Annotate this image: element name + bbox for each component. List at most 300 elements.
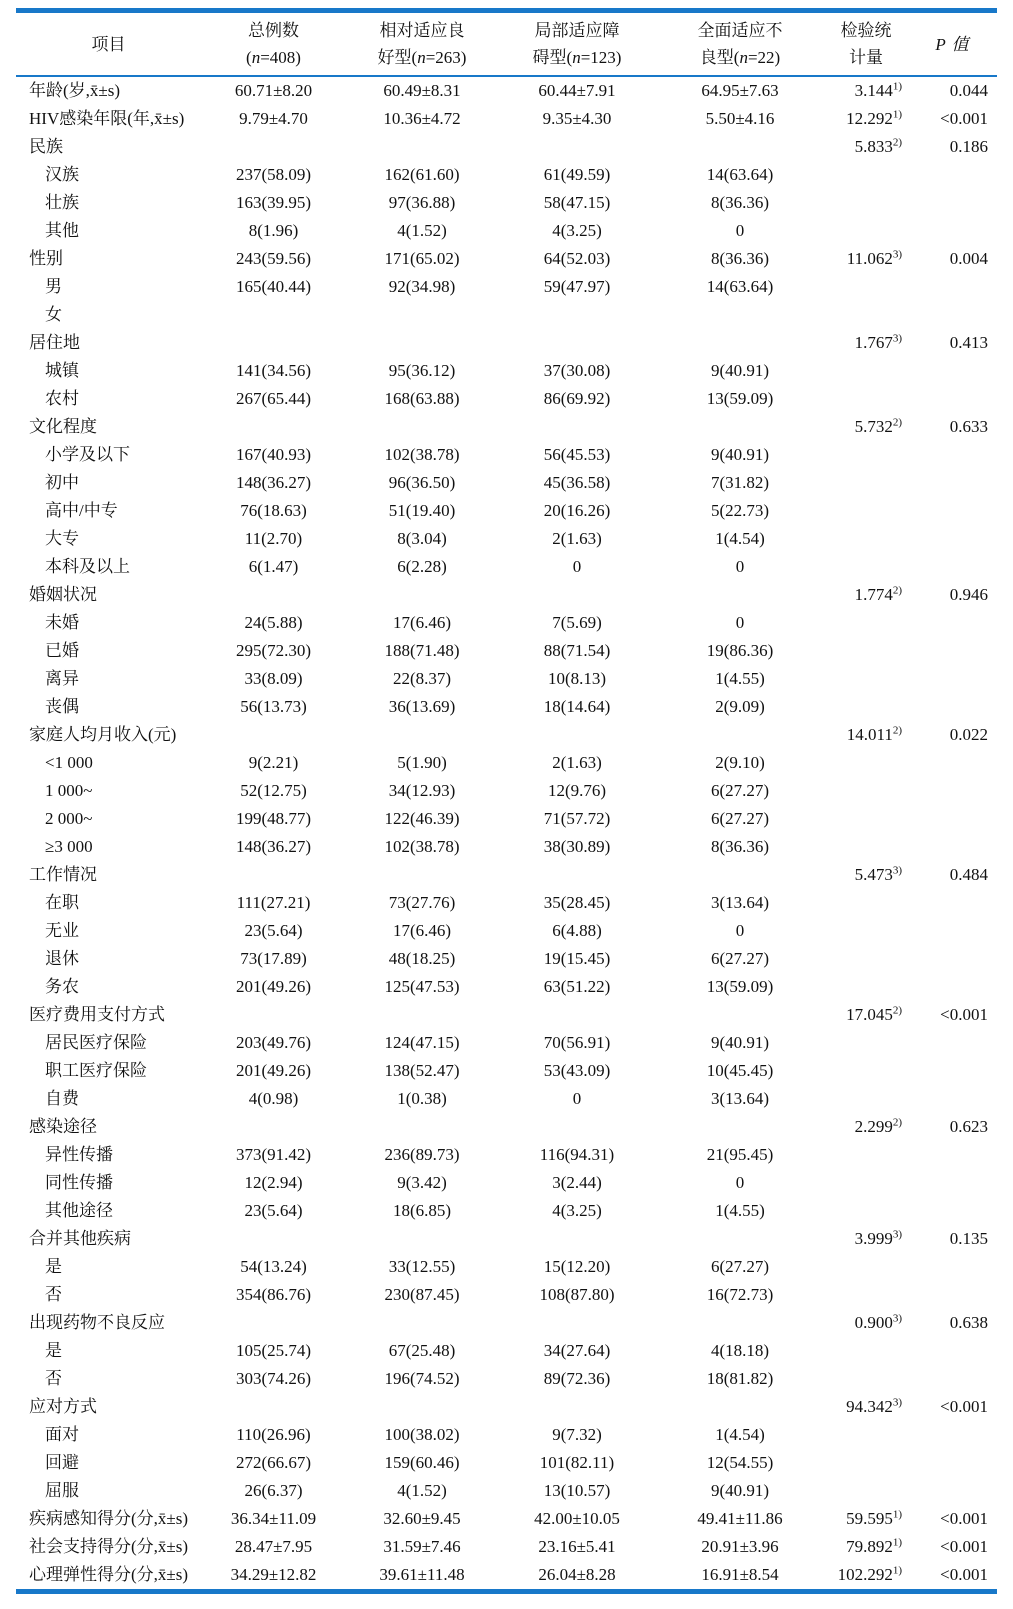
- cell-total: 148(36.27): [235, 473, 312, 492]
- cell-good-adaptation: 5(1.90): [397, 753, 447, 772]
- row-label: 居民医疗保险: [45, 1033, 147, 1052]
- cell-good-adaptation: [346, 1225, 498, 1253]
- cell-total: 52(12.75): [240, 781, 307, 800]
- row-label: 农村: [45, 389, 79, 408]
- table-row: [16, 217, 997, 245]
- cell-partial-disorder: [498, 1001, 656, 1029]
- column-header-poor-line2: [656, 44, 824, 71]
- table-row: [16, 917, 997, 945]
- cell-partial-disorder: 4(3.25): [552, 221, 602, 240]
- cell-poor-adaptation: 0: [735, 221, 745, 240]
- cell-good-adaptation: 17(6.46): [392, 613, 452, 632]
- table-row: [16, 385, 997, 413]
- row-label: 丧偶: [45, 697, 79, 716]
- row-label: 其他途径: [45, 1201, 113, 1220]
- cell-total: [201, 1309, 346, 1337]
- cell-total: [201, 413, 346, 441]
- cell-good-adaptation: 125(47.53): [384, 977, 460, 996]
- cell-good-adaptation: [346, 301, 498, 329]
- cell-poor-adaptation: 6(27.27): [710, 1257, 770, 1276]
- cell-p-value: [908, 805, 997, 833]
- cell-total: 4(0.98): [248, 1089, 299, 1108]
- cell-poor-adaptation: 10(45.45): [706, 1061, 774, 1080]
- table-row: [16, 245, 997, 273]
- p-symbol: P: [935, 34, 947, 54]
- column-header-total: [201, 13, 346, 76]
- cell-total: 148(36.27): [235, 837, 312, 856]
- column-header-good-line2: [346, 44, 498, 71]
- cell-p-value: 0.135: [949, 1229, 988, 1248]
- statistic-value: 3.144: [854, 81, 893, 100]
- table-row: [16, 805, 997, 833]
- table-row: [16, 1393, 997, 1421]
- cell-statistic: [824, 133, 908, 161]
- cell-statistic: [824, 1309, 908, 1337]
- cell-good-adaptation: 39.61±11.48: [379, 1565, 465, 1584]
- cell-statistic: [824, 693, 908, 721]
- statistic-value: 11.062: [846, 249, 893, 268]
- cell-total: 28.47±7.95: [234, 1537, 313, 1556]
- cell-statistic: [824, 497, 908, 525]
- cell-partial-disorder: 3(2.44): [552, 1173, 602, 1192]
- cell-p-value: [908, 1365, 997, 1393]
- cell-statistic: [824, 1393, 908, 1421]
- cell-total: 56(13.73): [240, 697, 307, 716]
- row-label: 文化程度: [29, 417, 97, 436]
- table-row: [16, 441, 997, 469]
- cell-statistic: [824, 1225, 908, 1253]
- table-row: [16, 1029, 997, 1057]
- cell-total: 12(2.94): [244, 1173, 303, 1192]
- cell-poor-adaptation: 0: [735, 613, 745, 632]
- cell-total: [201, 581, 346, 609]
- cell-partial-disorder: 26.04±8.28: [538, 1565, 616, 1584]
- cell-total: 199(48.77): [235, 809, 312, 828]
- cell-statistic: [824, 1337, 908, 1365]
- cell-poor-adaptation: 6(27.27): [710, 809, 770, 828]
- cell-partial-disorder: 61(49.59): [543, 165, 611, 184]
- cell-p-value: [908, 189, 997, 217]
- cell-total: 9(2.21): [248, 753, 299, 772]
- row-label: 自费: [45, 1089, 79, 1108]
- table-row: [16, 1141, 997, 1169]
- cell-partial-disorder: 70(56.91): [543, 1033, 611, 1052]
- cell-good-adaptation: 10.36±4.72: [383, 109, 461, 128]
- cell-statistic: [824, 973, 908, 1001]
- row-label: 职工医疗保险: [45, 1061, 147, 1080]
- row-label: 应对方式: [29, 1397, 97, 1416]
- statistic-value: 3.999: [854, 1229, 893, 1248]
- table-row: [16, 1085, 997, 1113]
- cell-partial-disorder: 53(43.09): [543, 1061, 611, 1080]
- column-header-partial-line2: [498, 44, 656, 71]
- cell-poor-adaptation: 14(63.64): [706, 165, 774, 184]
- statistic-footnote-mark: 1): [892, 1536, 902, 1549]
- statistic-footnote-mark: 3): [892, 248, 902, 261]
- cell-partial-disorder: 2(1.63): [552, 753, 602, 772]
- cell-poor-adaptation: 1(4.55): [715, 669, 765, 688]
- statistic-footnote-mark: 2): [892, 416, 902, 429]
- cell-statistic: [824, 1505, 908, 1533]
- table-row: [16, 693, 997, 721]
- cell-good-adaptation: [346, 1113, 498, 1141]
- row-label: 婚姻状况: [29, 585, 97, 604]
- cell-statistic: [824, 749, 908, 777]
- cell-good-adaptation: 4(1.52): [397, 1481, 447, 1500]
- cell-poor-adaptation: 2(9.10): [715, 753, 765, 772]
- cell-p-value: [908, 497, 997, 525]
- cell-good-adaptation: 102(38.78): [384, 837, 460, 856]
- cell-poor-adaptation: 49.41±11.86: [697, 1509, 783, 1528]
- statistic-footnote-mark: 1): [892, 1564, 902, 1577]
- cell-p-value: <0.001: [940, 1397, 988, 1416]
- cell-p-value: <0.001: [940, 1005, 988, 1024]
- header-n-value: =123): [580, 48, 622, 67]
- statistic-value: 5.473: [854, 865, 893, 884]
- cell-p-value: 0.946: [949, 585, 988, 604]
- table-container: [16, 8, 997, 1594]
- cell-total: 163(39.95): [235, 193, 312, 212]
- cell-good-adaptation: 92(34.98): [388, 277, 456, 296]
- cell-p-value: [908, 945, 997, 973]
- row-label: 面对: [45, 1425, 79, 1444]
- cell-partial-disorder: 34(27.64): [543, 1341, 611, 1360]
- cell-p-value: [908, 609, 997, 637]
- statistic-value: 59.595: [846, 1509, 893, 1528]
- cell-good-adaptation: 32.60±9.45: [383, 1509, 461, 1528]
- table-row: [16, 1365, 997, 1393]
- statistic-value: 102.292: [837, 1565, 893, 1584]
- cell-partial-disorder: 35(28.45): [543, 893, 611, 912]
- cell-statistic: [824, 1253, 908, 1281]
- row-label: 性别: [29, 249, 63, 268]
- cell-total: 110(26.96): [236, 1425, 311, 1444]
- column-header-partial-line1: 局部适应障: [534, 21, 620, 40]
- cell-partial-disorder: 6(4.88): [552, 921, 602, 940]
- cell-total: 24(5.88): [244, 613, 303, 632]
- cell-p-value: [908, 1421, 997, 1449]
- cell-poor-adaptation: 4(18.18): [710, 1341, 770, 1360]
- cell-good-adaptation: 162(61.60): [384, 165, 460, 184]
- cell-poor-adaptation: 18(81.82): [706, 1369, 774, 1388]
- cell-good-adaptation: 73(27.76): [388, 893, 456, 912]
- cell-total: [201, 133, 346, 161]
- cell-partial-disorder: [498, 301, 656, 329]
- statistic-footnote-mark: 3): [892, 332, 902, 345]
- row-label: 未婚: [45, 613, 79, 632]
- row-label: 小学及以下: [45, 445, 130, 464]
- cell-p-value: [908, 889, 997, 917]
- cell-p-value: 0.484: [949, 865, 988, 884]
- cell-poor-adaptation: 8(36.36): [710, 837, 770, 856]
- cell-total: [201, 1225, 346, 1253]
- cell-good-adaptation: [346, 581, 498, 609]
- cell-statistic: [824, 1197, 908, 1225]
- statistic-footnote-mark: 2): [892, 584, 902, 597]
- cell-total: 267(65.44): [235, 389, 312, 408]
- cell-poor-adaptation: 0: [735, 921, 745, 940]
- cell-total: 73(17.89): [240, 949, 307, 968]
- cell-total: 76(18.63): [240, 501, 307, 520]
- table-row: [16, 553, 997, 581]
- cell-poor-adaptation: [656, 1309, 824, 1337]
- cell-statistic: [824, 833, 908, 861]
- cell-p-value: [908, 161, 997, 189]
- cell-total: 141(34.56): [235, 361, 312, 380]
- table-row: [16, 413, 997, 441]
- cell-total: 272(66.67): [235, 1453, 312, 1472]
- cell-poor-adaptation: [656, 1113, 824, 1141]
- cell-partial-disorder: 71(57.72): [543, 809, 611, 828]
- cell-good-adaptation: 18(6.85): [392, 1201, 452, 1220]
- cell-partial-disorder: 37(30.08): [543, 361, 611, 380]
- cell-partial-disorder: 86(69.92): [543, 389, 611, 408]
- cell-statistic: [824, 525, 908, 553]
- cell-poor-adaptation: 8(36.36): [710, 249, 770, 268]
- cell-p-value: <0.001: [940, 1509, 988, 1528]
- cell-total: [201, 1001, 346, 1029]
- cell-good-adaptation: 51(19.40): [388, 501, 456, 520]
- cell-poor-adaptation: 6(27.27): [710, 781, 770, 800]
- cell-p-value: 0.022: [949, 725, 988, 744]
- cell-statistic: [824, 105, 908, 133]
- cell-poor-adaptation: 0: [735, 557, 745, 576]
- statistics-table: [16, 13, 997, 1589]
- cell-partial-disorder: 18(14.64): [543, 697, 611, 716]
- header-paren: 良型(: [699, 48, 740, 67]
- cell-poor-adaptation: 9(40.91): [710, 445, 770, 464]
- row-label: 务农: [45, 977, 79, 996]
- cell-p-value: [908, 1085, 997, 1113]
- cell-p-value: <0.001: [940, 1565, 988, 1584]
- table-row: [16, 469, 997, 497]
- cell-poor-adaptation: 5(22.73): [710, 501, 770, 520]
- cell-poor-adaptation: 13(59.09): [706, 977, 774, 996]
- statistic-value: 17.045: [846, 1005, 893, 1024]
- table-row: [16, 1477, 997, 1505]
- table-row: [16, 76, 997, 105]
- cell-partial-disorder: 7(5.69): [552, 613, 602, 632]
- cell-total: 60.71±8.20: [234, 81, 313, 100]
- table-row: [16, 581, 997, 609]
- cell-p-value: [908, 917, 997, 945]
- statistic-footnote-mark: 2): [892, 724, 902, 737]
- table-row: [16, 1113, 997, 1141]
- statistic-footnote-mark: 2): [892, 136, 902, 149]
- cell-partial-disorder: 108(87.80): [539, 1285, 615, 1304]
- n-symbol: n: [739, 48, 748, 67]
- p-label-text: 值: [946, 34, 970, 54]
- cell-good-adaptation: 168(63.88): [384, 389, 460, 408]
- cell-p-value: 0.044: [949, 81, 988, 100]
- column-header-statistic: [824, 13, 908, 76]
- row-label: HIV感染年限(年,x̄±s): [29, 109, 185, 128]
- cell-total: 6(1.47): [248, 557, 299, 576]
- row-label: 是: [45, 1257, 62, 1276]
- cell-total: 23(5.64): [244, 921, 303, 940]
- cell-p-value: [908, 1029, 997, 1057]
- cell-poor-adaptation: 1(4.55): [715, 1201, 765, 1220]
- cell-total: 54(13.24): [240, 1257, 307, 1276]
- row-label: 男: [45, 277, 62, 296]
- cell-statistic: [824, 1421, 908, 1449]
- statistic-value: 79.892: [846, 1537, 893, 1556]
- cell-poor-adaptation: 3(13.64): [710, 1089, 770, 1108]
- table-row: [16, 525, 997, 553]
- cell-total: 26(6.37): [244, 1481, 303, 1500]
- cell-total: 165(40.44): [235, 277, 312, 296]
- cell-total: 11(2.70): [244, 529, 303, 548]
- statistic-footnote-mark: 2): [892, 1004, 902, 1017]
- cell-poor-adaptation: [656, 721, 824, 749]
- cell-statistic: [824, 553, 908, 581]
- cell-statistic: [824, 161, 908, 189]
- cell-statistic: [824, 1113, 908, 1141]
- cell-total: 373(91.42): [235, 1145, 312, 1164]
- cell-good-adaptation: 171(65.02): [384, 249, 460, 268]
- table-row: [16, 861, 997, 889]
- cell-good-adaptation: 48(18.25): [388, 949, 456, 968]
- cell-good-adaptation: [346, 413, 498, 441]
- cell-p-value: [908, 1477, 997, 1505]
- row-label: <1 000: [45, 753, 93, 772]
- cell-partial-disorder: 19(15.45): [543, 949, 611, 968]
- cell-poor-adaptation: 0: [735, 1173, 745, 1192]
- cell-statistic: [824, 917, 908, 945]
- header-n-value: =263): [425, 48, 467, 67]
- cell-poor-adaptation: 14(63.64): [706, 277, 774, 296]
- statistic-footnote-mark: 3): [892, 1312, 902, 1325]
- cell-statistic: [824, 805, 908, 833]
- cell-total: 111(27.21): [236, 893, 311, 912]
- cell-good-adaptation: 97(36.88): [388, 193, 456, 212]
- cell-poor-adaptation: 2(9.09): [715, 697, 765, 716]
- cell-statistic: [824, 1085, 908, 1113]
- cell-statistic: [824, 273, 908, 301]
- statistic-footnote-mark: 3): [892, 1396, 902, 1409]
- cell-good-adaptation: 230(87.45): [384, 1285, 460, 1304]
- cell-statistic: [824, 861, 908, 889]
- table-row: [16, 161, 997, 189]
- cell-statistic: [824, 1477, 908, 1505]
- table-row: [16, 833, 997, 861]
- cell-poor-adaptation: 6(27.27): [710, 949, 770, 968]
- column-header-statistic-line2: 计量: [849, 48, 883, 67]
- cell-poor-adaptation: 1(4.54): [715, 1425, 765, 1444]
- cell-poor-adaptation: 9(40.91): [710, 1481, 770, 1500]
- row-label: 高中/中专: [45, 501, 118, 520]
- table-row: [16, 1309, 997, 1337]
- cell-p-value: [908, 1337, 997, 1365]
- cell-total: [201, 329, 346, 357]
- table-row: [16, 945, 997, 973]
- cell-partial-disorder: 59(47.97): [543, 277, 611, 296]
- n-symbol: n: [251, 48, 261, 67]
- cell-good-adaptation: 34(12.93): [388, 781, 456, 800]
- statistic-value: 1.774: [854, 585, 893, 604]
- header-n-value: =408): [260, 48, 301, 67]
- cell-statistic: [824, 301, 908, 329]
- cell-good-adaptation: [346, 329, 498, 357]
- cell-partial-disorder: [498, 1225, 656, 1253]
- row-label: ≥3 000: [45, 837, 93, 856]
- cell-good-adaptation: 138(52.47): [384, 1061, 460, 1080]
- table-header-row: [16, 13, 997, 76]
- cell-statistic: [824, 1141, 908, 1169]
- cell-good-adaptation: [346, 1393, 498, 1421]
- cell-statistic: [824, 441, 908, 469]
- statistic-footnote-mark: 2): [892, 1116, 902, 1129]
- cell-poor-adaptation: 16(72.73): [706, 1285, 774, 1304]
- cell-partial-disorder: 4(3.25): [552, 1201, 602, 1220]
- cell-good-adaptation: 6(2.28): [397, 557, 447, 576]
- cell-poor-adaptation: [656, 301, 824, 329]
- cell-p-value: 0.004: [949, 249, 988, 268]
- cell-p-value: <0.001: [940, 109, 988, 128]
- cell-poor-adaptation: [656, 329, 824, 357]
- cell-p-value: <0.001: [940, 1537, 988, 1556]
- cell-p-value: [908, 1057, 997, 1085]
- cell-good-adaptation: 8(3.04): [397, 529, 447, 548]
- cell-total: [201, 1113, 346, 1141]
- cell-good-adaptation: 22(8.37): [392, 669, 452, 688]
- n-symbol: n: [572, 48, 581, 67]
- table-row: [16, 637, 997, 665]
- cell-statistic: [824, 385, 908, 413]
- cell-p-value: 0.186: [949, 137, 988, 156]
- table-row: [16, 301, 997, 329]
- cell-partial-disorder: 88(71.54): [543, 641, 611, 660]
- cell-good-adaptation: 188(71.48): [384, 641, 460, 660]
- cell-good-adaptation: [346, 133, 498, 161]
- cell-statistic: [824, 469, 908, 497]
- row-label: 无业: [45, 921, 79, 940]
- row-label: 壮族: [45, 193, 79, 212]
- cell-total: 167(40.93): [235, 445, 312, 464]
- row-label: 否: [45, 1285, 62, 1304]
- row-label: 大专: [45, 529, 79, 548]
- row-label: 医疗费用支付方式: [29, 1005, 165, 1024]
- cell-statistic: [824, 1001, 908, 1029]
- cell-good-adaptation: 95(36.12): [388, 361, 456, 380]
- cell-total: 23(5.64): [244, 1201, 303, 1220]
- cell-total: 303(74.26): [235, 1369, 312, 1388]
- cell-total: 237(58.09): [235, 165, 312, 184]
- cell-p-value: [908, 1449, 997, 1477]
- cell-partial-disorder: 13(10.57): [543, 1481, 611, 1500]
- cell-p-value: [908, 217, 997, 245]
- cell-total: 243(59.56): [235, 249, 312, 268]
- row-label: 是: [45, 1341, 62, 1360]
- table-row: [16, 1449, 997, 1477]
- cell-poor-adaptation: [656, 861, 824, 889]
- cell-good-adaptation: 96(36.50): [388, 473, 456, 492]
- row-label: 年龄(岁,x̄±s): [29, 81, 121, 100]
- cell-total: 354(86.76): [235, 1285, 312, 1304]
- statistic-footnote-mark: 1): [892, 108, 902, 121]
- cell-p-value: [908, 469, 997, 497]
- table-row: [16, 777, 997, 805]
- cell-poor-adaptation: 12(54.55): [706, 1453, 774, 1472]
- cell-total: 295(72.30): [235, 641, 312, 660]
- row-label: 屈服: [45, 1481, 79, 1500]
- statistic-footnote-mark: 3): [892, 864, 902, 877]
- statistic-footnote-mark: 1): [892, 80, 902, 93]
- cell-poor-adaptation: 9(40.91): [710, 361, 770, 380]
- table-row: [16, 889, 997, 917]
- column-header-item: [16, 13, 201, 76]
- cell-p-value: [908, 1197, 997, 1225]
